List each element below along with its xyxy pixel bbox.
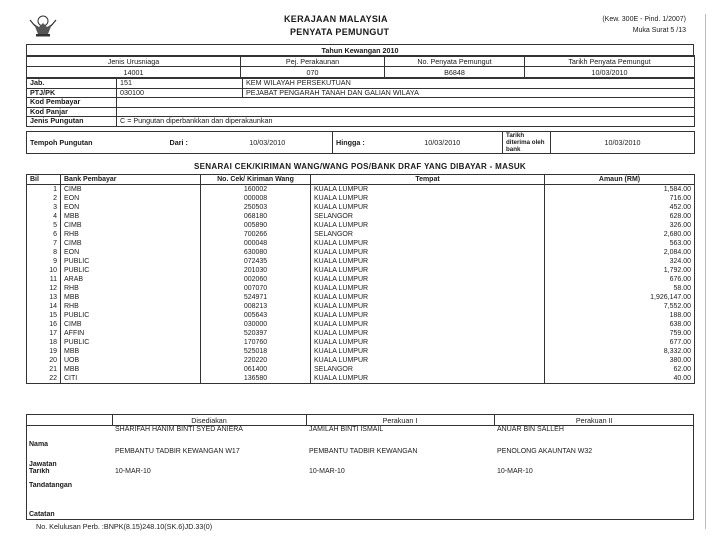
row-amaun: 638.00 [545,320,695,329]
row-bil: 1 [27,185,61,195]
row-amaun: 628.00 [545,212,695,221]
row-bil: 14 [27,302,61,311]
table-row [27,302,695,311]
row-bank: MBB [61,347,201,356]
summary-tarikh: 10/03/2010 [525,67,695,78]
tandatangan-perakuan2 [494,482,694,502]
page-edge [705,14,706,529]
catatan-label: Catatan [29,510,55,518]
table-row [27,311,695,320]
table-row [27,221,695,230]
signoff-col-perakuan1: Perakuan I [306,415,494,426]
row-bil: 12 [27,284,61,293]
row-bank: CIMB [61,320,201,329]
row-no-cek: 000008 [201,194,311,203]
row-bank: PUBLIC [61,257,201,266]
table-row [27,275,695,284]
table-row [27,284,695,293]
payment-list-body [27,185,695,384]
col-amaun: Amaun (RM) [545,175,695,185]
row-bil: 16 [27,320,61,329]
period-label: Tempoh Pungutan [27,132,167,154]
jab-label: Jab. [27,79,117,89]
row-no-cek: 061400 [201,365,311,374]
tarikh-label: Tarikh [29,467,50,475]
row-amaun: 58.00 [545,284,695,293]
row-bank: MBB [61,293,201,302]
row-bank: PUBLIC [61,266,201,275]
row-amaun: 7,552.00 [545,302,695,311]
col-tempat: Tempat [311,175,545,185]
jenis-pungutan-value: C = Pungutan diperbankkan dan diperakaunkan [117,117,695,127]
dari-value: 10/03/2010 [203,132,333,154]
row-bank: PUBLIC [61,311,201,320]
nama-label: Nama [29,440,49,448]
row-bil: 9 [27,257,61,266]
table-row [27,239,695,248]
table-row [27,248,695,257]
summary-col-no: No. Penyata Pemungut [385,56,525,67]
approval-number: No. Kelulusan Perb. :BNPK(8.15)248.10(SK.6)JD.33(0) [36,522,213,531]
row-no-cek: 700266 [201,230,311,239]
kod-pembayar-label: Kod Pembayar [27,98,117,108]
row-amaun: 1,584.00 [545,185,695,195]
row-tempat: KUALA LUMPUR [311,293,545,302]
jab-name: KEM WILAYAH PERSEKUTUAN [243,79,695,89]
row-bank: MBB [61,212,201,221]
row-tempat: KUALA LUMPUR [311,284,545,293]
ptj-name: PEJABAT PENGARAH TANAH DAN GALIAN WILAYA [243,88,695,98]
row-bank: PUBLIC [61,338,201,347]
row-amaun: 676.00 [545,275,695,284]
row-bank: ARAB [61,275,201,284]
tarikh-bank-label: Tarikh diterima oleh bank [503,132,551,154]
payment-list-table [26,174,695,384]
row-no-cek: 000048 [201,239,311,248]
row-amaun: 759.00 [545,329,695,338]
row-tempat: KUALA LUMPUR [311,311,545,320]
jawatan-disediakan: PEMBANTU TADBIR KEWANGAN W17 [115,447,240,455]
row-tempat: KUALA LUMPUR [311,338,545,347]
tandatangan-label: Tandatangan [29,481,73,489]
row-amaun: 716.00 [545,194,695,203]
row-no-cek: 030000 [201,320,311,329]
table-row [27,329,695,338]
summary-no: B6848 [385,67,525,78]
row-bank: EON [61,194,201,203]
row-amaun: 563.00 [545,239,695,248]
row-no-cek: 005890 [201,221,311,230]
kod-panjar-label: Kod Panjar [27,107,117,117]
row-no-cek: 007070 [201,284,311,293]
row-bank: RHB [61,230,201,239]
row-bil: 7 [27,239,61,248]
row-tempat: KUALA LUMPUR [311,239,545,248]
row-bil: 8 [27,248,61,257]
tarikh-perakuan2: 10-MAR-10 [497,467,533,475]
row-tempat: KUALA LUMPUR [311,302,545,311]
jawatan-perakuan1: PEMBANTU TADBIR KEWANGAN [309,447,418,455]
row-amaun: 677.00 [545,338,695,347]
row-tempat: KUALA LUMPUR [311,374,545,384]
row-bank: CIMB [61,239,201,248]
row-tempat: KUALA LUMPUR [311,194,545,203]
kod-panjar-value [117,107,695,117]
info-table [26,78,695,127]
row-bil: 6 [27,230,61,239]
row-no-cek: 068180 [201,212,311,221]
tandatangan-disediakan [112,482,306,502]
row-tempat: KUALA LUMPUR [311,266,545,275]
row-tempat: KUALA LUMPUR [311,320,545,329]
row-tempat: SELANGOR [311,212,545,221]
nama-perakuan1: JAMILAH BINTI ISMAIL [309,426,384,433]
table-row [27,203,695,212]
signoff-table [26,414,694,518]
doc-title: KERAJAAN MALAYSIA [284,14,388,24]
signoff-col-disediakan: Disediakan [112,415,306,426]
row-no-cek: 520397 [201,329,311,338]
row-bil: 3 [27,203,61,212]
row-no-cek: 220220 [201,356,311,365]
row-no-cek: 136580 [201,374,311,384]
row-bil: 4 [27,212,61,221]
list-title: SENARAI CEK/KIRIMAN WANG/WANG POS/BANK DRAF YANG DIBAYAR - MASUK [194,162,526,171]
form-ref-code: (Kew. 300E - Pind. 1/2007) [602,16,686,23]
row-tempat: SELANGOR [311,230,545,239]
row-no-cek: 170760 [201,338,311,347]
row-bil: 10 [27,266,61,275]
row-bank: EON [61,203,201,212]
row-bil: 11 [27,275,61,284]
row-bil: 17 [27,329,61,338]
row-tempat: KUALA LUMPUR [311,185,545,195]
nama-disediakan: SHARIFAH HANIM BINTI SYED ANIERA [115,426,243,433]
table-row [27,320,695,329]
row-no-cek: 524971 [201,293,311,302]
row-amaun: 8,332.00 [545,347,695,356]
table-row [27,347,695,356]
row-no-cek: 250503 [201,203,311,212]
row-bil: 5 [27,221,61,230]
kod-pembayar-value [117,98,695,108]
summary-jenis: 14001 [27,67,241,78]
row-bank: CITI [61,374,201,384]
row-bank: CIMB [61,185,201,195]
row-amaun: 380.00 [545,356,695,365]
ptj-code: 030100 [117,88,243,98]
dari-label: Dari : [167,132,203,154]
row-no-cek: 005643 [201,311,311,320]
catatan-value [112,502,694,518]
summary-table [26,55,695,78]
row-bil: 15 [27,311,61,320]
table-row [27,257,695,266]
tarikh-disediakan: 10-MAR-10 [115,467,151,475]
row-bank: AFFIN [61,329,201,338]
hingga-label: Hingga : [333,132,383,154]
table-row [27,212,695,221]
row-tempat: KUALA LUMPUR [311,329,545,338]
row-bil: 18 [27,338,61,347]
row-tempat: KUALA LUMPUR [311,356,545,365]
row-bank: EON [61,248,201,257]
row-bank: CIMB [61,221,201,230]
jab-code: 151 [117,79,243,89]
row-tempat: KUALA LUMPUR [311,203,545,212]
row-amaun: 62.00 [545,365,695,374]
table-row [27,230,695,239]
period-table [26,131,695,154]
row-tempat: KUALA LUMPUR [311,275,545,284]
table-row [27,365,695,374]
tarikh-bank-value: 10/03/2010 [551,132,695,154]
jawatan-perakuan2: PENOLONG AKAUNTAN W32 [497,447,593,455]
signoff-col-perakuan2: Perakuan II [494,415,694,426]
row-tempat: KUALA LUMPUR [311,221,545,230]
row-amaun: 452.00 [545,203,695,212]
col-bank: Bank Pembayar [61,175,201,185]
row-tempat: KUALA LUMPUR [311,347,545,356]
row-tempat: SELANGOR [311,365,545,374]
row-bank: RHB [61,302,201,311]
row-amaun: 1,926,147.00 [545,293,695,302]
row-no-cek: 630080 [201,248,311,257]
row-amaun: 324.00 [545,257,695,266]
table-row [27,293,695,302]
row-bil: 13 [27,293,61,302]
tandatangan-perakuan1 [306,482,494,502]
summary-pej: 070 [241,67,385,78]
signoff-blank [26,415,112,426]
row-tempat: KUALA LUMPUR [311,248,545,257]
table-row [27,194,695,203]
coat-of-arms-icon [28,12,58,38]
row-no-cek: 072435 [201,257,311,266]
row-bank: MBB [61,365,201,374]
table-row [27,185,695,195]
summary-col-jenis: Jenis Urusniaga [27,56,241,67]
row-bank: RHB [61,284,201,293]
summary-col-tarikh: Tarikh Penyata Pemungut [525,56,695,67]
document-page [14,6,706,534]
row-no-cek: 002060 [201,275,311,284]
row-amaun: 2,680.00 [545,230,695,239]
nama-perakuan2: ANUAR BIN SALLEH [497,426,564,433]
row-bil: 21 [27,365,61,374]
row-bil: 20 [27,356,61,365]
row-amaun: 40.00 [545,374,695,384]
summary-col-pej: Pej. Perakaunan [241,56,385,67]
row-no-cek: 525018 [201,347,311,356]
row-amaun: 2,084.00 [545,248,695,257]
row-bil: 22 [27,374,61,384]
jenis-pungutan-label: Jenis Pungutan [27,117,117,127]
row-tempat: KUALA LUMPUR [311,257,545,266]
fiscal-year: Tahun Kewangan 2010 [27,45,694,57]
table-row [27,374,695,384]
row-bil: 2 [27,194,61,203]
table-row [27,356,695,365]
doc-subtitle: PENYATA PEMUNGUT [290,27,390,37]
hingga-value: 10/03/2010 [383,132,503,154]
row-bil: 19 [27,347,61,356]
tarikh-perakuan1: 10-MAR-10 [309,467,345,475]
col-no-cek: No. Cek/ Kiriman Wang [201,175,311,185]
table-row [27,266,695,275]
row-no-cek: 160002 [201,185,311,195]
row-amaun: 326.00 [545,221,695,230]
jawatan-label: Jawatan [29,460,57,468]
row-bank: UOB [61,356,201,365]
row-no-cek: 008213 [201,302,311,311]
ptj-label: PTJ/PK [27,88,117,98]
table-row [27,338,695,347]
row-amaun: 1,792.00 [545,266,695,275]
col-bil: Bil [27,175,61,185]
page-number: Muka Surat 5 /13 [632,27,686,34]
row-amaun: 188.00 [545,311,695,320]
form-reference [602,14,686,36]
row-no-cek: 201030 [201,266,311,275]
